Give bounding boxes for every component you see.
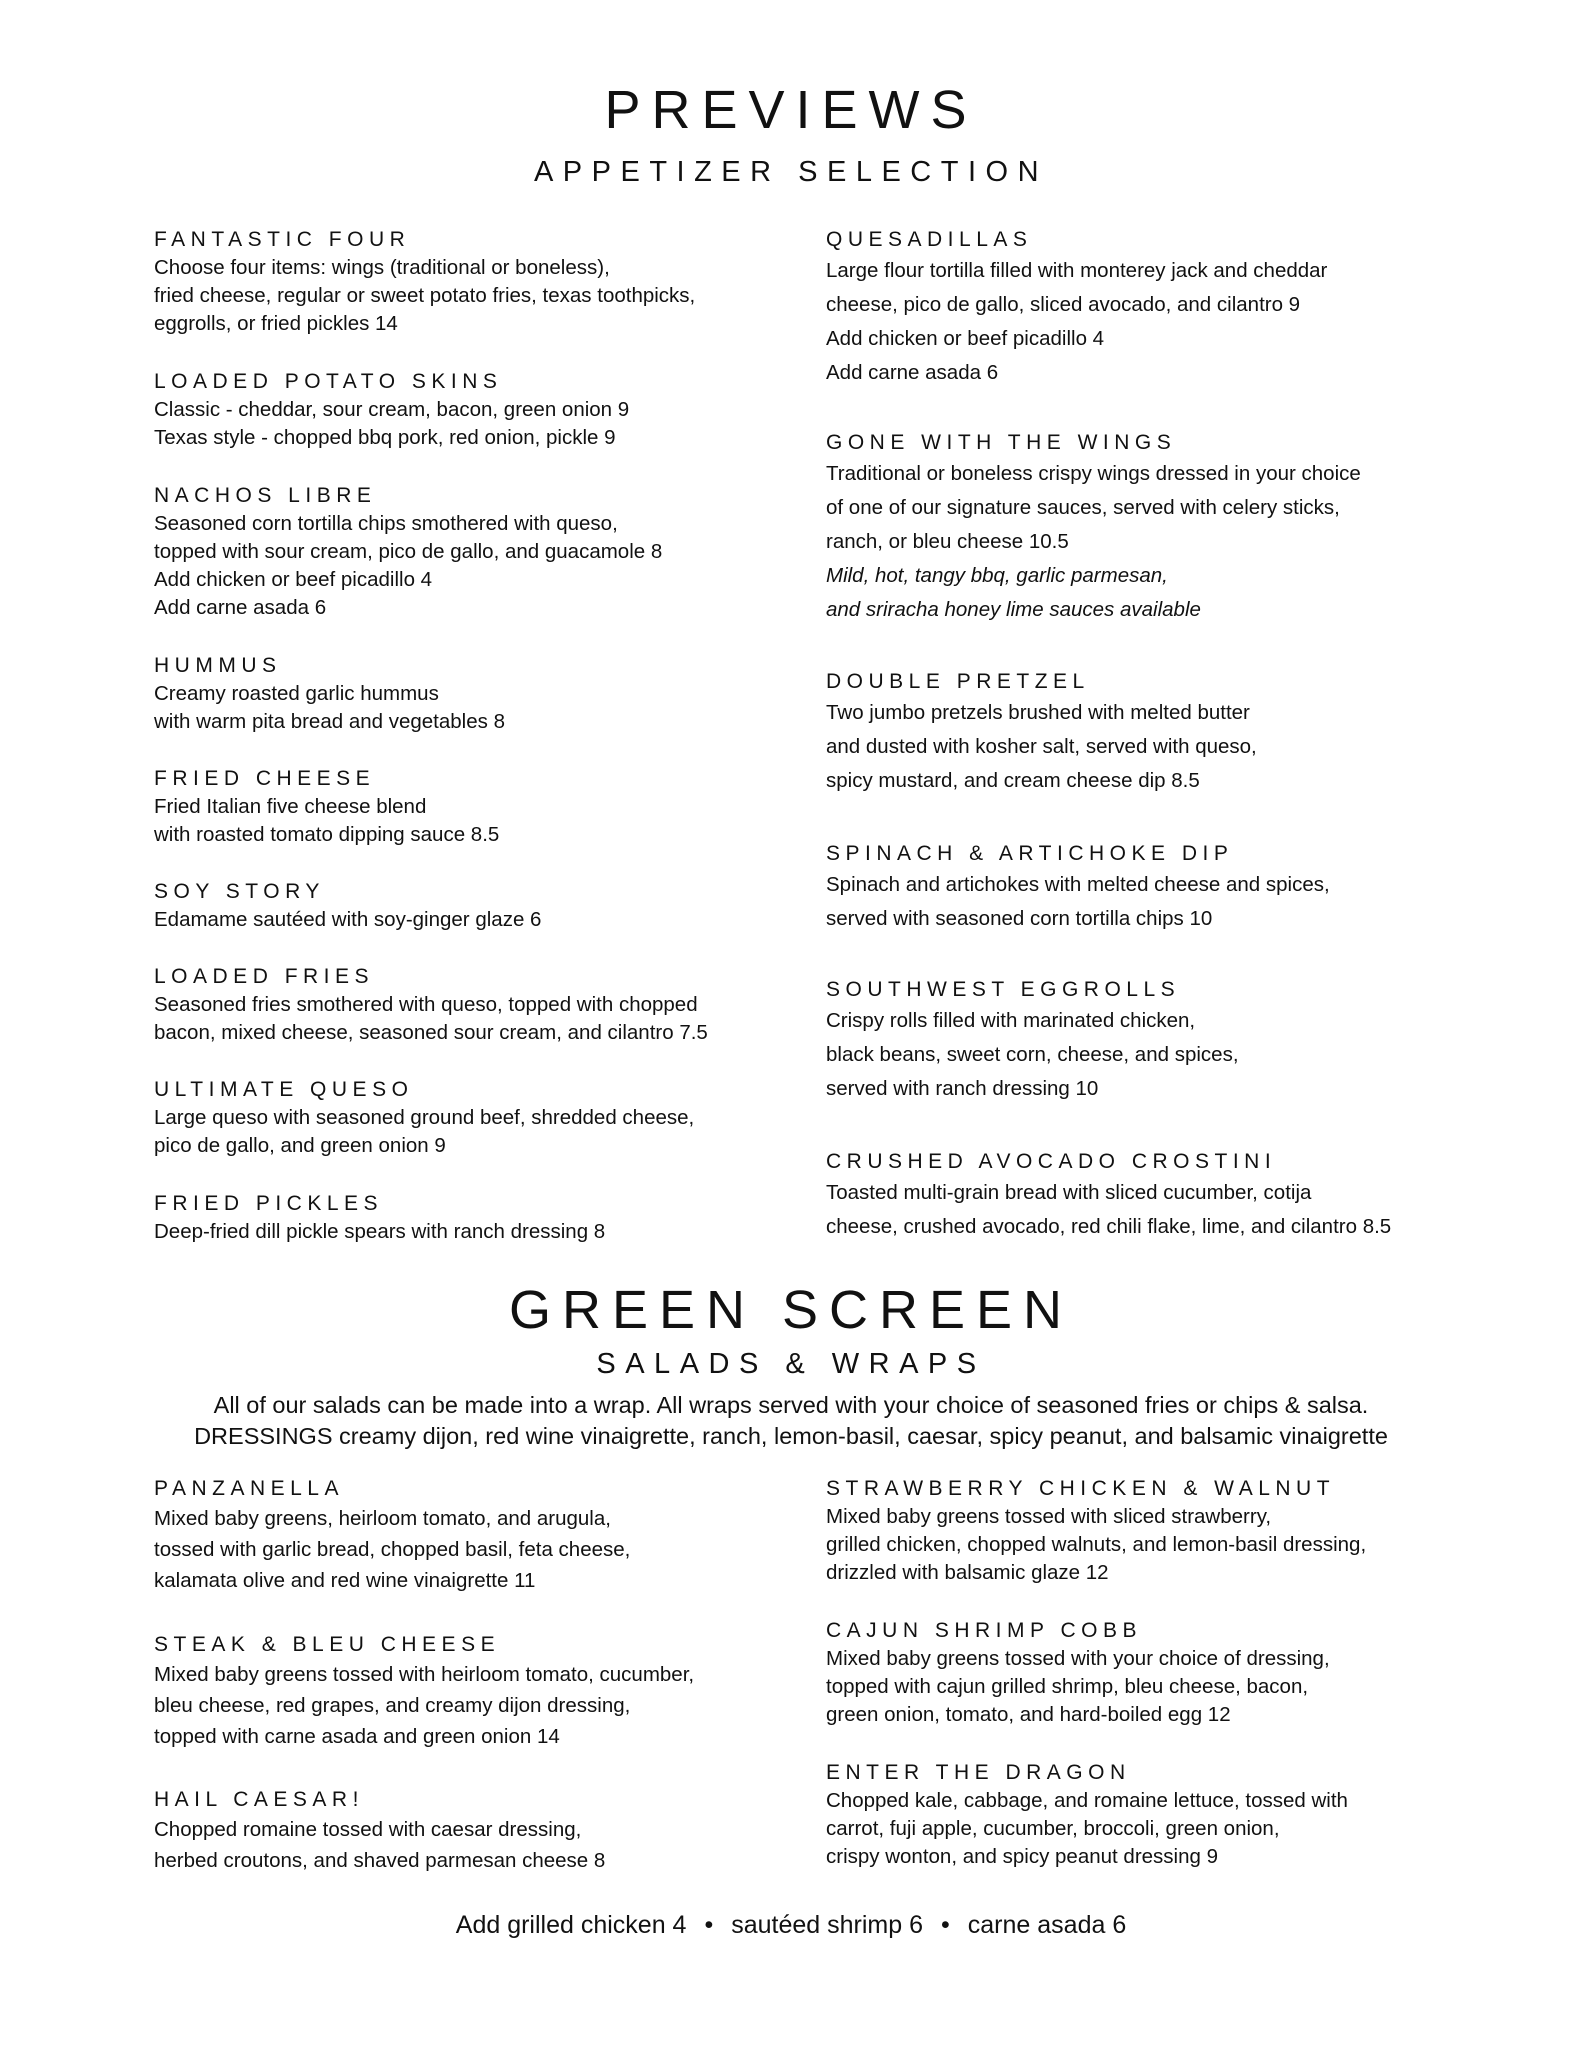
item-desc: herbed croutons, and shaved parmesan cheese 8 (154, 1849, 606, 1872)
item-name: LOADED POTATO SKINS (154, 370, 503, 393)
menu-item (826, 1475, 1366, 1587)
item-desc: Mixed baby greens tossed with heirloom tomato, cucumber, (154, 1663, 695, 1686)
item-name: DOUBLE PRETZEL (826, 670, 1090, 693)
green-screen-subtitle: SALADS & WRAPS (596, 1348, 986, 1380)
item-name: STEAK & BLEU CHEESE (154, 1633, 501, 1656)
menu-item (826, 840, 1330, 936)
item-desc: Add carne asada 6 (826, 361, 999, 384)
item-desc: Seasoned fries smothered with queso, topped with chopped (154, 993, 698, 1016)
item-name: CAJUN SHRIMP COBB (826, 1619, 1142, 1642)
item-desc: Mixed baby greens tossed with your choice of dressing, (826, 1647, 1330, 1670)
menu-item (826, 1148, 1391, 1244)
addon-item: Add grilled chicken 4 (455, 1911, 687, 1939)
menu-item (154, 1076, 694, 1160)
menu-item (826, 1759, 1348, 1871)
item-desc: Chopped kale, cabbage, and romaine lettuce, tossed with (826, 1789, 1348, 1812)
item-desc: Choose four items: wings (traditional or boneless), (154, 256, 610, 279)
salad-addons (0, 1910, 1582, 1940)
item-name: NACHOS LIBRE (154, 484, 377, 507)
item-name: SOY STORY (154, 880, 325, 903)
item-name: SOUTHWEST EGGROLLS (826, 978, 1181, 1001)
menu-item (826, 1617, 1330, 1729)
item-desc: tossed with garlic bread, chopped basil, feta cheese, (154, 1538, 631, 1561)
item-desc: topped with sour cream, pico de gallo, and guacamole 8 (154, 540, 663, 563)
item-desc: Chopped romaine tossed with caesar dressing, (154, 1818, 582, 1841)
item-desc: green onion, tomato, and hard-boiled egg 12 (826, 1703, 1231, 1726)
item-desc: Mixed baby greens, heirloom tomato, and arugula, (154, 1507, 611, 1530)
item-desc: Seasoned corn tortilla chips smothered with queso, (154, 512, 618, 535)
item-name: FANTASTIC FOUR (154, 228, 411, 251)
item-name: SPINACH & ARTICHOKE DIP (826, 842, 1234, 865)
item-desc: Edamame sautéed with soy-ginger glaze 6 (154, 908, 542, 931)
item-desc: served with seasoned corn tortilla chips 10 (826, 907, 1213, 930)
item-desc: eggrolls, or fried pickles 14 (154, 312, 398, 335)
item-name: PANZANELLA (154, 1477, 344, 1500)
item-note: and sriracha honey lime sauces available (826, 598, 1201, 621)
item-name: HAIL CAESAR! (154, 1788, 364, 1811)
menu-item (826, 429, 1361, 627)
item-desc: carrot, fuji apple, cucumber, broccoli, green onion, (826, 1817, 1280, 1840)
item-desc: drizzled with balsamic glaze 12 (826, 1561, 1109, 1584)
item-desc: grilled chicken, chopped walnuts, and lemon-basil dressing, (826, 1533, 1367, 1556)
item-desc: cheese, crushed avocado, red chili flake, lime, and cilantro 8.5 (826, 1215, 1392, 1238)
menu-item (826, 668, 1257, 798)
item-desc: Classic - cheddar, sour cream, bacon, green onion 9 (154, 398, 630, 421)
menu-item (154, 1190, 605, 1246)
menu-item (154, 368, 629, 452)
item-desc: topped with cajun grilled shrimp, bleu cheese, bacon, (826, 1675, 1309, 1698)
item-desc: Two jumbo pretzels brushed with melted butter (826, 701, 1250, 724)
item-desc: Texas style - chopped bbq pork, red onion, pickle 9 (154, 426, 616, 449)
item-desc: spicy mustard, and cream cheese dip 8.5 (826, 769, 1200, 792)
item-desc: cheese, pico de gallo, sliced avocado, and cilantro 9 (826, 293, 1301, 316)
item-desc: black beans, sweet corn, cheese, and spices, (826, 1043, 1239, 1066)
bullet-icon: • (704, 1911, 714, 1939)
item-desc: kalamata olive and red wine vinaigrette 11 (154, 1569, 536, 1592)
previews-subtitle: APPETIZER SELECTION (533, 156, 1049, 188)
item-desc: Crispy rolls filled with marinated chicken, (826, 1009, 1196, 1032)
menu-item (154, 652, 505, 736)
menu-item (154, 482, 662, 622)
item-note: Mild, hot, tangy bbq, garlic parmesan, (826, 564, 1168, 587)
menu-item (154, 1631, 694, 1752)
item-desc: Add chicken or beef picadillo 4 (154, 568, 433, 591)
item-name: FRIED PICKLES (154, 1192, 384, 1215)
menu-item (154, 963, 708, 1047)
item-name: ENTER THE DRAGON (826, 1761, 1131, 1784)
menu-item (154, 1475, 630, 1596)
item-desc: topped with carne asada and green onion 14 (154, 1725, 560, 1748)
item-desc: of one of our signature sauces, served with celery sticks, (826, 496, 1340, 519)
item-desc: Add carne asada 6 (154, 596, 327, 619)
item-desc: Mixed baby greens tossed with sliced strawberry, (826, 1505, 1272, 1528)
previews-title: PREVIEWS (604, 80, 978, 140)
item-desc: pico de gallo, and green onion 9 (154, 1134, 446, 1157)
item-desc: Toasted multi-grain bread with sliced cucumber, cotija (826, 1181, 1312, 1204)
item-name: STRAWBERRY CHICKEN & WALNUT (826, 1477, 1336, 1500)
menu-item (154, 878, 541, 934)
item-desc: Deep-fried dill pickle spears with ranch dressing 8 (154, 1220, 606, 1243)
item-desc: Spinach and artichokes with melted cheese and spices, (826, 873, 1330, 896)
addon-item: carne asada 6 (967, 1911, 1127, 1939)
item-desc: Fried Italian five cheese blend (154, 795, 427, 818)
item-desc: fried cheese, regular or sweet potato fries, texas toothpicks, (154, 284, 696, 307)
item-name: QUESADILLAS (826, 228, 1033, 251)
dressings-text: DRESSINGS creamy dijon, red wine vinaigrette, ranch, lemon-basil, caesar, spicy peanut, and balsamic vinaigrette (194, 1423, 1388, 1449)
item-name: GONE WITH THE WINGS (826, 431, 1177, 454)
item-name: ULTIMATE QUESO (154, 1078, 414, 1101)
item-name: HUMMUS (154, 654, 282, 677)
menu-item (826, 226, 1327, 390)
item-desc: Creamy roasted garlic hummus (154, 682, 439, 705)
item-desc: Large flour tortilla filled with monterey jack and cheddar (826, 259, 1328, 282)
item-desc: served with ranch dressing 10 (826, 1077, 1099, 1100)
bullet-icon: • (941, 1911, 950, 1939)
item-desc: Large queso with seasoned ground beef, shredded cheese, (154, 1106, 695, 1129)
menu-item (154, 226, 695, 338)
item-desc: bleu cheese, red grapes, and creamy dijon dressing, (154, 1694, 631, 1717)
menu-item (826, 976, 1239, 1106)
item-desc: with roasted tomato dipping sauce 8.5 (154, 823, 500, 846)
item-name: FRIED CHEESE (154, 767, 376, 790)
addon-item: sautéed shrimp 6 (731, 1911, 924, 1939)
item-desc: with warm pita bread and vegetables 8 (154, 710, 505, 733)
green-screen-title: GREEN SCREEN (508, 1280, 1074, 1340)
menu-item (154, 1786, 605, 1876)
item-name: CRUSHED AVOCADO CROSTINI (826, 1150, 1277, 1173)
item-desc: and dusted with kosher salt, served with queso, (826, 735, 1257, 758)
item-desc: crispy wonton, and spicy peanut dressing 9 (826, 1845, 1219, 1868)
item-desc: Traditional or boneless crispy wings dressed in your choice (826, 462, 1361, 485)
item-desc: Add chicken or beef picadillo 4 (826, 327, 1105, 350)
item-desc: ranch, or bleu cheese 10.5 (826, 530, 1069, 553)
menu-item (154, 765, 499, 849)
item-name: LOADED FRIES (154, 965, 375, 988)
item-desc: bacon, mixed cheese, seasoned sour cream, and cilantro 7.5 (154, 1021, 708, 1044)
salads-intro-text: All of our salads can be made into a wrap. All wraps served with your choice of seasoned fries or chips & salsa. (213, 1392, 1369, 1418)
